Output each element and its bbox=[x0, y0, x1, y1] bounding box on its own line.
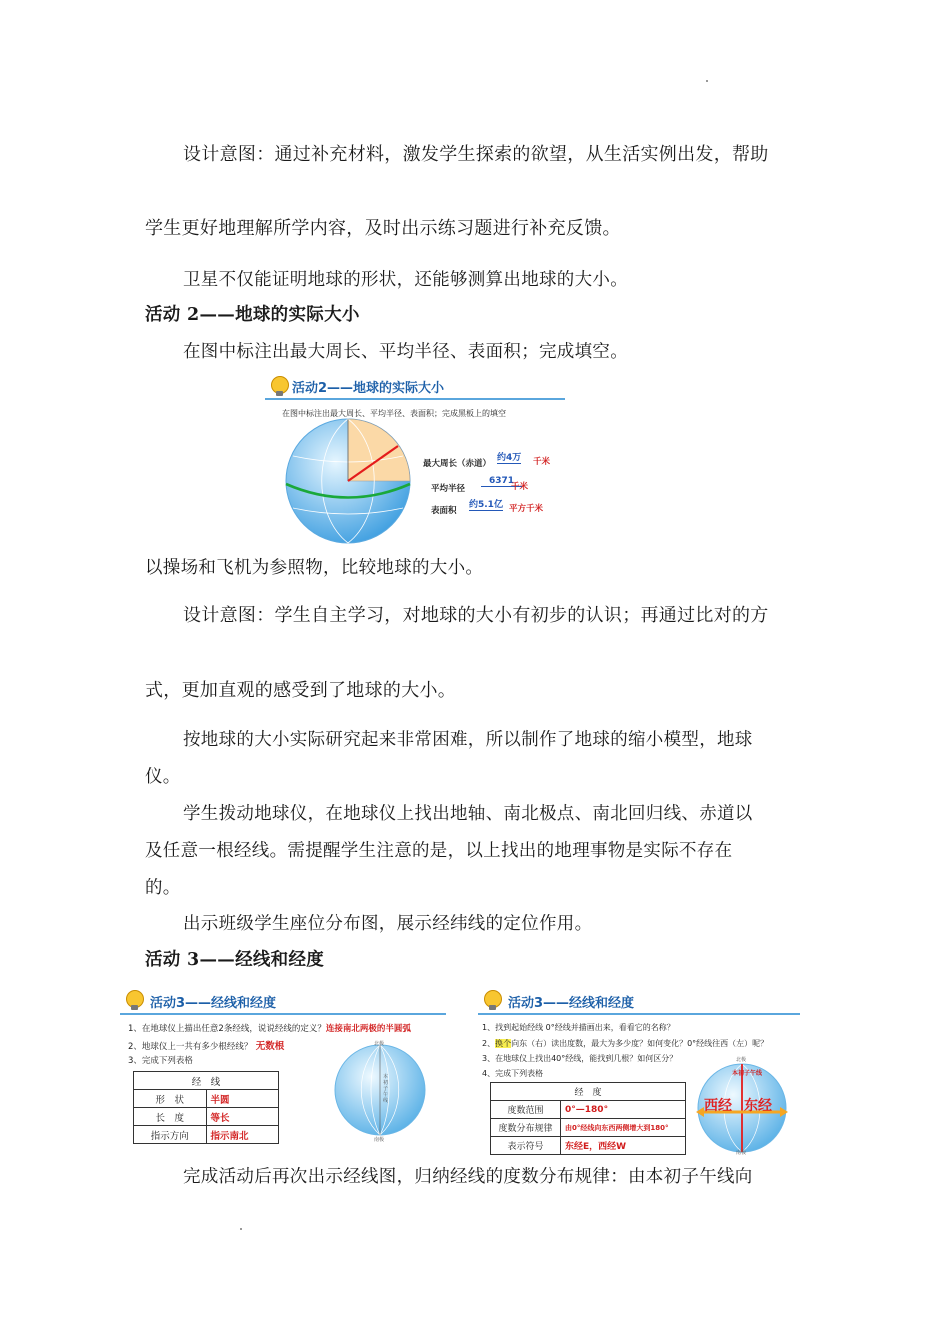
paragraph-student-b: 及任意一根经线。需提醒学生注意的是，以上找出的地理事物是实际不存在 bbox=[145, 841, 733, 861]
fig3-row-value: 东经E，西经W bbox=[561, 1137, 686, 1155]
fig3-q4: 4、完成下列表格 bbox=[482, 1069, 544, 1078]
fig2-row-value: 等长 bbox=[206, 1108, 279, 1126]
fig1-row3-answer: 约5.1亿 bbox=[469, 497, 503, 511]
heading-activity-2: 活动 2——地球的实际大小 bbox=[145, 305, 360, 325]
fig3-row-key: 度数范围 bbox=[491, 1101, 561, 1119]
fig1-row3-label: 表面积 bbox=[431, 506, 457, 516]
fig2-row-key: 长 度 bbox=[134, 1108, 207, 1126]
fig3-table bbox=[490, 1082, 686, 1155]
lightbulb-icon bbox=[484, 990, 502, 1008]
globe-diagram bbox=[283, 416, 413, 546]
fig2-south-label: 南极 bbox=[374, 1137, 385, 1143]
fig1-title: 活动2——地球的实际大小 bbox=[292, 381, 445, 396]
fig3-north-label: 北极 bbox=[736, 1057, 747, 1063]
fig3-q1: 1、找到起始经线 0°经线并描画出来，看看它的名称？ bbox=[482, 1023, 675, 1032]
fig3-row-value: 0°—180° bbox=[561, 1101, 686, 1119]
heading-activity-3: 活动 3——经线和经度 bbox=[145, 950, 325, 970]
fig2-q1: 1、在地球仪上描出任意2条经线，说说经线的定义？连接南北两极的半圆弧 bbox=[128, 1024, 411, 1034]
figure-meridian bbox=[120, 984, 446, 1152]
paragraph-satellite: 卫星不仅能证明地球的形状，还能够测算出地球的大小。 bbox=[183, 270, 628, 290]
fig3-east-label: 东经 bbox=[744, 1098, 772, 1114]
fig3-row-key: 度数分布规律 bbox=[491, 1119, 561, 1137]
fig2-title: 活动3——经线和经度 bbox=[150, 996, 277, 1011]
fig2-table bbox=[133, 1071, 279, 1144]
lightbulb-icon bbox=[271, 376, 289, 394]
fig2-meridian-label: 本初子午线 bbox=[383, 1074, 389, 1104]
paragraph-seating: 出示班级学生座位分布图，展示经纬线的定位作用。 bbox=[183, 914, 593, 934]
figure-earth-size bbox=[265, 372, 565, 547]
meridian-globe bbox=[330, 1032, 430, 1144]
design-intent-2a: 设计意图：学生自主学习，对地球的大小有初步的认识；再通过比对的方 bbox=[183, 605, 769, 626]
fig3-table-head: 经 度 bbox=[491, 1083, 686, 1101]
fig3-meridian-label: 本初子午线 bbox=[732, 1070, 763, 1077]
fig2-row-value: 半圆 bbox=[206, 1090, 279, 1108]
fig2-q2: 2、地球仪上一共有多少根经线？ 无数根 bbox=[128, 1041, 285, 1052]
fig1-divider bbox=[265, 398, 565, 400]
fig1-row2-unit: 千米 bbox=[511, 482, 529, 492]
figure-longitude bbox=[478, 984, 800, 1156]
fig2-q3: 3、完成下列表格 bbox=[128, 1056, 193, 1066]
paragraph-instruction: 在图中标注出最大周长、平均半径、表面积；完成填空。 bbox=[183, 342, 628, 362]
fig1-row2-label: 平均半径 bbox=[431, 484, 466, 494]
design-intent-1a: 设计意图：通过补充材料，激发学生探索的欲望，从生活实例出发，帮助 bbox=[183, 144, 769, 165]
paragraph-globe-model-b: 仪。 bbox=[145, 767, 181, 787]
fig3-south-label: 南极 bbox=[736, 1150, 747, 1156]
fig2-divider bbox=[120, 1013, 446, 1015]
paragraph-globe-model-a: 按地球的大小实际研究起来非常困难，所以制作了地球的缩小模型，地球 bbox=[183, 730, 753, 750]
fig2-row-key: 形 状 bbox=[134, 1090, 207, 1108]
fig3-divider bbox=[478, 1013, 800, 1015]
design-intent-2b: 式，更加直观的感受到了地球的大小。 bbox=[145, 680, 457, 701]
fig2-row-key: 指示方向 bbox=[134, 1126, 207, 1144]
fig3-title: 活动3——经线和经度 bbox=[508, 996, 635, 1011]
fig2-row-value: 指示南北 bbox=[206, 1126, 279, 1144]
fig3-q3: 3、在地球仪上找出40°经线，能找到几根？如何区分？ bbox=[482, 1054, 678, 1063]
fig2-table-head: 经 线 bbox=[134, 1072, 279, 1090]
paragraph-compare: 以操场和飞机为参照物，比较地球的大小。 bbox=[145, 558, 484, 578]
fig2-north-label: 北极 bbox=[374, 1041, 385, 1047]
paragraph-student-a: 学生拨动地球仪，在地球仪上找出地轴、南北极点、南北回归线、赤道以 bbox=[183, 804, 753, 824]
fig3-row-key: 表示符号 bbox=[491, 1137, 561, 1155]
design-intent-1b: 学生更好地理解所学内容，及时出示练习题进行补充反馈。 bbox=[145, 218, 621, 239]
fig1-row2-answer: 6371 bbox=[481, 476, 522, 487]
fig1-instruction: 在图中标注出最大周长、平均半径、表面积；完成黑板上的填空 bbox=[282, 409, 506, 418]
fig3-q2: 2、换个向东（右）读出度数，最大为多少度？如何变化？0°经线往西（左）呢？ bbox=[482, 1039, 769, 1048]
paragraph-summary: 完成活动后再次出示经线图，归纳经线的度数分布规律：由本初子午线向 bbox=[183, 1167, 753, 1187]
lightbulb-icon bbox=[126, 990, 144, 1008]
fig1-row1-answer: 约4万 bbox=[497, 450, 521, 464]
fig1-row3-unit: 平方千米 bbox=[509, 504, 544, 514]
fig1-row1-label: 最大周长（赤道） bbox=[423, 459, 492, 469]
fig3-row-value: 由0°经线向东西两侧增大到180° bbox=[561, 1119, 686, 1137]
paragraph-student-c: 的。 bbox=[145, 878, 181, 898]
fig3-west-label: 西经 bbox=[704, 1098, 732, 1114]
fig1-row1-unit: 千米 bbox=[533, 457, 551, 467]
